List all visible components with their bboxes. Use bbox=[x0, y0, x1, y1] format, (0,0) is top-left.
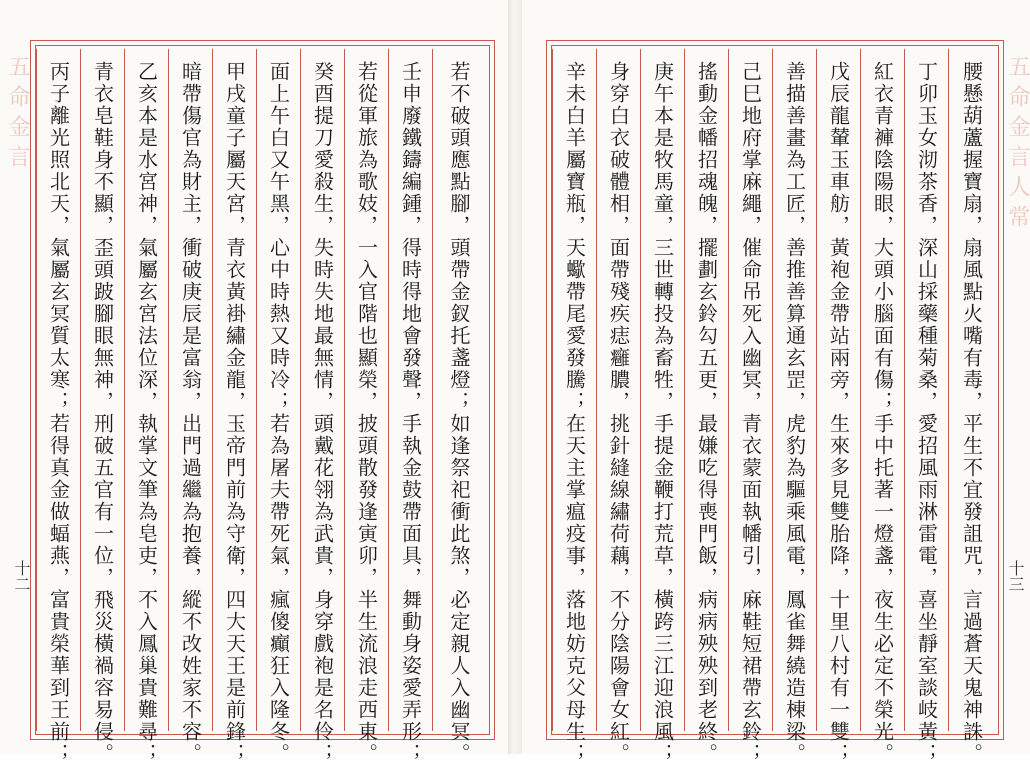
column-text: 腰懸葫蘆握寶扇，扇風點火嘴有毒，平生不宜發詛咒，言過蒼天鬼神誅。 bbox=[959, 61, 984, 765]
text-column bbox=[816, 49, 860, 765]
text-column bbox=[948, 49, 994, 765]
right-page-number: 十三 bbox=[1006, 560, 1025, 592]
text-column bbox=[904, 49, 948, 765]
text-column bbox=[640, 49, 684, 765]
column-text: 丁卯玉女沏茶香，深山採藥種菊桑，愛招風雨淋雷電，喜坐靜室談岐黃； bbox=[914, 61, 939, 765]
text-column bbox=[124, 49, 168, 765]
text-column bbox=[552, 49, 596, 765]
column-text: 壬申廢鐵鑄編鍾，得時得地會發聲，手執金鼓帶面具，舞動身姿愛弄形； bbox=[398, 61, 423, 765]
text-column bbox=[256, 49, 300, 765]
text-column bbox=[300, 49, 344, 765]
text-column bbox=[80, 49, 124, 765]
text-column bbox=[36, 49, 80, 765]
text-column bbox=[860, 49, 904, 765]
column-text: 戊辰龍輦玉車舫，黃袍金帶站兩旁，生來多見雙胎降，十里八村有一雙； bbox=[826, 61, 851, 765]
text-column bbox=[344, 49, 388, 765]
right-watermark: 五命金言人常 bbox=[1005, 55, 1030, 235]
column-text: 紅衣青褲陰陽眼，大頭小腦面有傷；手中托著一燈盞，夜生必定不榮光。 bbox=[870, 61, 895, 765]
text-column bbox=[728, 49, 772, 765]
column-text: 若從軍旅為歌妓，一入官階也顯榮，披頭散發逢寅卯，半生流浪走西東。 bbox=[354, 61, 379, 765]
text-column bbox=[772, 49, 816, 765]
text-column bbox=[212, 49, 256, 765]
text-column bbox=[684, 49, 728, 765]
column-text: 庚午本是牧馬童，三世轉投為畜牲，手提金鞭打荒草，橫跨三江迎浪風； bbox=[650, 61, 675, 765]
column-text: 善描善畫為工匠，善推善算通玄罡，虎豹為驅乘風電，鳳雀舞繞造棟梁。 bbox=[782, 61, 807, 765]
text-column bbox=[432, 49, 485, 765]
text-column bbox=[168, 49, 212, 765]
column-text: 辛未白羊屬寶瓶，天蠍帶尾愛發騰；在天主掌瘟疫事，落地妨克父母生； bbox=[562, 61, 587, 765]
column-text: 青衣皂鞋身不顯，歪頭跛腳眼無神，刑破五官有一位，飛災橫禍容易侵。 bbox=[90, 61, 115, 765]
column-text: 己巳地府掌麻繩，催命吊死入幽冥，青衣蒙面執幡引，麻鞋短裙帶玄鈴； bbox=[738, 61, 763, 765]
column-text: 甲戌童子屬天宮，青衣黃褂繡金龍，玉帝門前為守衛，四大天王是前鋒； bbox=[222, 61, 247, 765]
column-text: 搖動金幡招魂魄，擺劃玄鈴勾五更，最嫌吃得喪門飯，病病殃殃到老終。 bbox=[694, 61, 719, 765]
column-text: 丙子離光照北天，氣屬玄冥質太寒；若得真金做蝠燕，富貴榮華到王前； bbox=[46, 61, 71, 765]
book-gutter bbox=[508, 0, 522, 754]
text-column bbox=[596, 49, 640, 765]
left-page-number: 十二 bbox=[12, 560, 31, 592]
column-text: 身穿白衣破體相，面帶殘疾痣癰膿，挑針縫線繡荷藕，不分陰陽會女紅。 bbox=[606, 61, 631, 765]
column-text: 乙亥本是水宮神，氣屬玄宮法位深，執掌文筆為皂吏，不入鳳巢貴難尋； bbox=[134, 61, 159, 765]
column-text: 癸酉提刀愛殺生，失時失地最無情，頭戴花翎為武貴，身穿戲袍是名伶； bbox=[310, 61, 335, 765]
column-text: 暗帶傷官為財主，衝破庚辰是富翁，出門過繼為抱養，縱不改姓家不容。 bbox=[178, 61, 203, 765]
column-text: 面上午白又午黑，心中時熱又時冷；若為屠夫帶死氣，瘋傻癲狂入隆冬。 bbox=[266, 61, 291, 765]
left-watermark: 五命金言 bbox=[5, 55, 30, 175]
text-column bbox=[388, 49, 432, 765]
column-text: 若不破頭應點腳，頭帶金釵托盞燈；如逢祭祀衝此煞，必定親人入幽冥。 bbox=[447, 61, 471, 765]
